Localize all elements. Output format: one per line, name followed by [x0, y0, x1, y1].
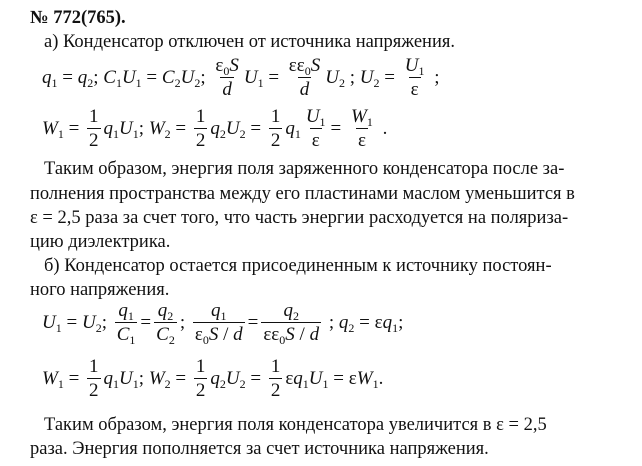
part-a-paragraph-line-2: полнения пространства между его пластинами маслом уменьшится в	[30, 184, 575, 204]
part-b-heading-line-2: ного напряжения.	[30, 280, 170, 300]
part-a-heading: а) Конденсатор отключен от источника напряжения.	[44, 32, 455, 52]
part-a-paragraph-line-4: цию диэлектрика.	[30, 232, 171, 252]
part-b-heading-line-1: б) Конденсатор остается присоединенным к источнику постоян-	[44, 256, 552, 276]
problem-number: № 772(765).	[30, 8, 126, 28]
equation-a-energy: $W_1$ = $\frac{1}{2}$ $q_1U_1$; $W_2$ = $\frac{1}{2}$ $q_2U_2$ = $\frac{1}{2}$ $q_1$ $\frac{U_1}{\varepsilon}$ = $\frac{W_1}{\varepsilon}$ .	[42, 106, 388, 151]
equation-a-charge: $q_1 = q_2$; $C_1U_1 = C_2U_2$; $\varepsilon_0S$ d $U_1$ = $\frac{\varepsilon\varepsilon_0S}{d}$ $U_2$ ; $U_2$ = $\frac{U_1}{\varepsilon}$ ;	[42, 55, 440, 100]
part-a-paragraph-line-1: Таким образом, энергия поля заряженного конденсатора после за-	[44, 159, 565, 179]
equation-b-charge: $U_1 = U_2$; $\frac{q_1}{C_1}$ = $\frac{q_2}{C_2}$ ; $\frac{q_1}{\varepsilon_0S / d}$ = $\frac{q_2}{\varepsilon\varepsilon_0S / d}$ ; $q_2 = \varepsilon q_1$;	[42, 300, 404, 347]
part-b-paragraph-line-2: раза. Энергия пополняется за счет источника напряжения.	[30, 439, 489, 459]
part-b-paragraph-line-1: Таким образом, энергия поля конденсатора увеличится в ε = 2,5	[44, 415, 547, 435]
equation-b-energy: $W_1$ = $\frac{1}{2}$ $q_1U_1$; $W_2$ = $\frac{1}{2}$ $q_2U_2$ = $\frac{1}{2}$ $\varepsilon q_1U_1 = \varepsilon W_1$.	[42, 356, 384, 401]
part-a-paragraph-line-3: ε = 2,5 раза за счет того, что часть энергии расходуется на поляриза-	[30, 208, 569, 228]
